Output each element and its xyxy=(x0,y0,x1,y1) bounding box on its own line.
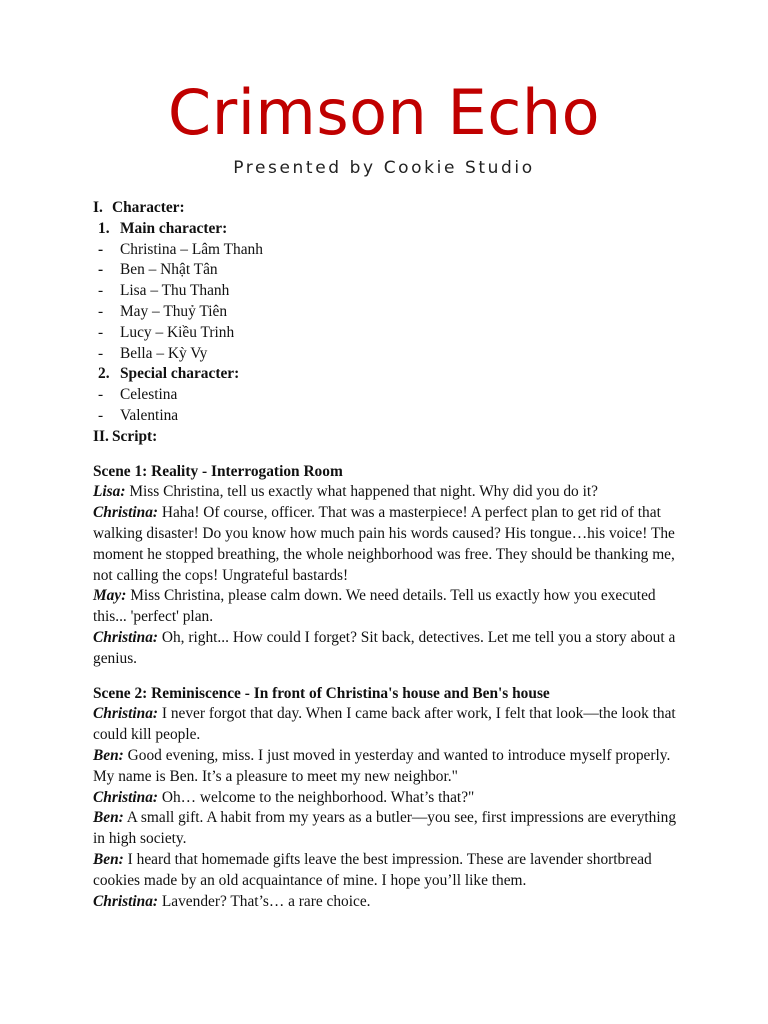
speaker-name: Christina: xyxy=(93,892,159,910)
document-body xyxy=(93,198,683,912)
section-marker: II. xyxy=(93,427,109,445)
speaker-name: Christina: xyxy=(93,788,159,806)
dialogue-line xyxy=(93,788,683,809)
scene-title: Scene 1: Reality - Interrogation Room xyxy=(93,462,343,480)
list-bullet: - xyxy=(98,406,104,424)
speaker-name: Ben: xyxy=(93,850,124,868)
list-item xyxy=(93,406,683,427)
dialogue-text: Oh, right... How could I forget? Sit back, detectives. Let me tell you a story about a genius. xyxy=(93,628,676,667)
list-item-text: Christina – Lâm Thanh xyxy=(120,240,263,258)
document-subtitle: Presented by Cookie Studio xyxy=(233,158,535,178)
speaker-name: Christina: xyxy=(93,628,159,646)
list-item-text: Lucy – Kiều Trinh xyxy=(120,323,235,341)
section-heading-character xyxy=(93,198,683,219)
dialogue-line xyxy=(93,892,683,913)
dialogue-text: Oh… welcome to the neighborhood. What’s that?" xyxy=(158,788,475,806)
list-bullet: - xyxy=(98,302,104,320)
scene-title: Scene 2: Reminiscence - In front of Christina's house and Ben's house xyxy=(93,684,550,702)
section-heading-script xyxy=(93,427,683,448)
list-bullet: - xyxy=(98,282,104,300)
dialogue-line xyxy=(93,808,683,850)
dialogue-text: Haha! Of course, officer. That was a masterpiece! A perfect plan to get rid of that walking disaster! Do you know how much pain his words caused? His tongue…his voice! The moment he stopped breathing, the whole neighborhood was free. They should be thanking me, not calling the cops! Ungrateful bastards! xyxy=(93,504,675,584)
list-item xyxy=(93,323,683,344)
list-item xyxy=(93,281,683,302)
dialogue-line xyxy=(93,746,683,788)
document-title: Crimson Echo xyxy=(167,76,601,149)
list-item-text: Valentina xyxy=(120,406,179,424)
list-item-text: Lisa – Thu Thanh xyxy=(120,282,230,300)
dialogue-text: I never forgot that day. When I came back after work, I felt that look—the look that could kill people. xyxy=(93,705,676,744)
speaker-name: Ben: xyxy=(93,809,124,827)
list-item xyxy=(93,344,683,365)
list-bullet: - xyxy=(98,386,104,404)
dialogue-line xyxy=(93,482,683,503)
list-number: 1. xyxy=(98,219,110,237)
dialogue-line xyxy=(93,503,683,586)
scene-block xyxy=(93,462,683,670)
subheading-special-character xyxy=(93,364,683,385)
list-bullet: - xyxy=(98,344,104,362)
dialogue-line xyxy=(93,628,683,670)
speaker-name: Christina: xyxy=(93,504,159,522)
dialogue-line xyxy=(93,704,683,746)
speaker-name: Ben: xyxy=(93,746,124,764)
list-item xyxy=(93,385,683,406)
list-number: 2. xyxy=(98,365,110,383)
dialogue-text: Miss Christina, tell us exactly what happened that night. Why did you do it? xyxy=(125,483,598,501)
list-item-text: Celestina xyxy=(120,386,178,404)
list-bullet: - xyxy=(98,323,104,341)
subheading-label: Special character: xyxy=(120,365,240,383)
speaker-name: May: xyxy=(93,587,127,605)
dialogue-line xyxy=(93,586,683,628)
subheading-main-character xyxy=(93,219,683,240)
dialogue-text: Lavender? That’s… a rare choice. xyxy=(158,892,371,910)
dialogue-line xyxy=(93,850,683,892)
dialogue-text: I heard that homemade gifts leave the best impression. These are lavender shortbread cookies made by an old acquaintance of mine. I hope you’ll like them. xyxy=(93,850,652,889)
list-item xyxy=(93,302,683,323)
list-bullet: - xyxy=(98,240,104,258)
list-item xyxy=(93,260,683,281)
scene-block xyxy=(93,684,683,913)
section-marker: I. xyxy=(93,199,103,216)
speaker-name: Christina: xyxy=(93,705,159,723)
dialogue-text: Miss Christina, please calm down. We need details. Tell us exactly how you executed this... 'perfect' plan. xyxy=(93,587,656,626)
list-item-text: Bella – Kỳ Vy xyxy=(120,344,208,362)
list-item-text: May – Thuỷ Tiên xyxy=(120,302,228,320)
list-item-text: Ben – Nhật Tân xyxy=(120,261,218,279)
dialogue-text: A small gift. A habit from my years as a butler—you see, first impressions are everything in high society. xyxy=(93,809,677,848)
subheading-label: Main character: xyxy=(120,219,228,237)
section-label: Character: xyxy=(112,199,185,216)
section-label: Script: xyxy=(112,427,158,445)
dialogue-text: Good evening, miss. I just moved in yesterday and wanted to introduce myself properly. My name is Ben. It’s a pleasure to meet my new neighbor." xyxy=(93,746,671,785)
list-bullet: - xyxy=(98,261,104,279)
speaker-name: Lisa: xyxy=(93,483,126,501)
list-item xyxy=(93,240,683,261)
